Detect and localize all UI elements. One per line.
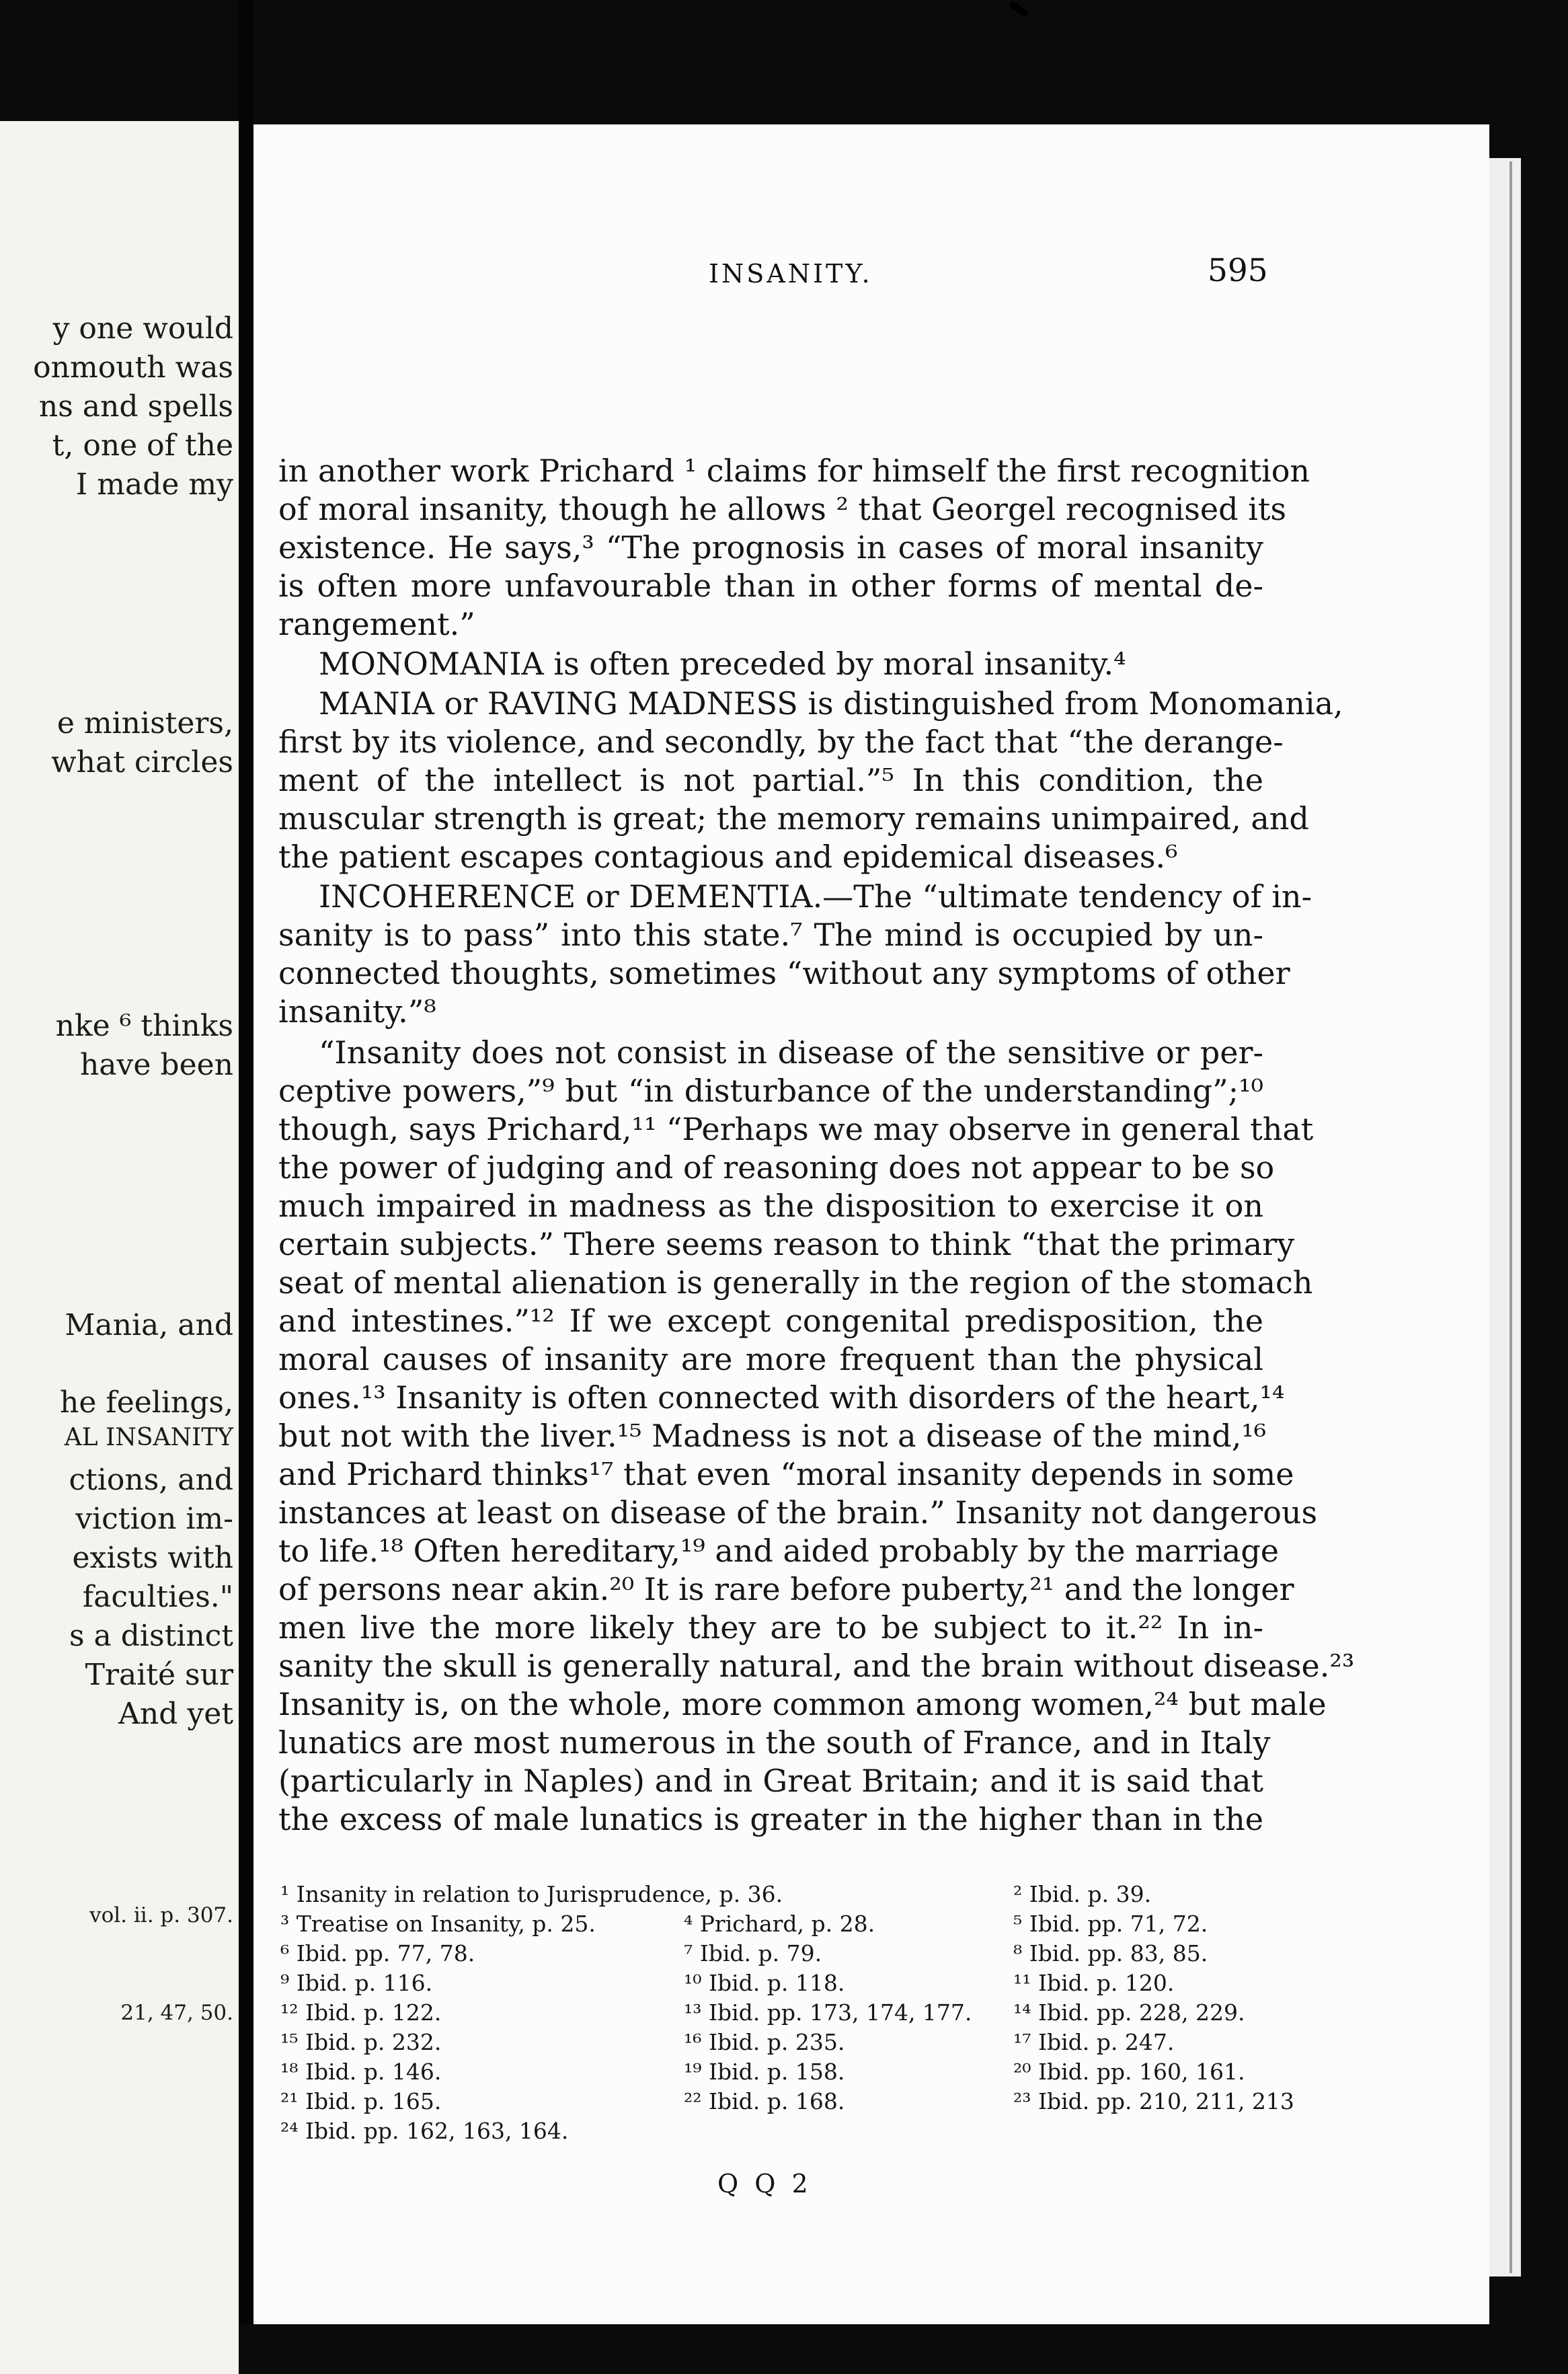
facing-page-line: t, one of the bbox=[52, 428, 233, 463]
text-line: rangement.” bbox=[278, 606, 475, 642]
footnote-row bbox=[280, 1939, 1255, 1968]
text-line: of persons near akin.²⁰ It is rare before puberty,²¹ and the longer bbox=[278, 1571, 1294, 1607]
footnote-row bbox=[280, 2116, 1255, 2146]
facing-page-line: y one would bbox=[52, 311, 233, 346]
footnote-row bbox=[280, 2087, 1294, 2116]
text-line: sanity the skull is generally natural, and the brain without disease.²³ bbox=[278, 1648, 1355, 1684]
text-line: “Insanity does not consist in disease of the sensitive or per- bbox=[319, 1034, 1263, 1071]
footnote-row bbox=[280, 1968, 1255, 1998]
footnote: ¹⁰ Ibid. p. 118. bbox=[684, 1970, 845, 1996]
facing-page-footnote: vol. ii. p. 307. bbox=[89, 1903, 233, 1927]
text-line: seat of mental alienation is generally in the region of the stomach bbox=[278, 1264, 1313, 1301]
page-edge-shadow bbox=[1510, 161, 1512, 2273]
page-edge bbox=[1486, 158, 1521, 2276]
footnote: ¹⁵ Ibid. p. 232. bbox=[280, 2029, 442, 2055]
facing-page-line: ns and spells bbox=[38, 389, 233, 424]
text-line: moral causes of insanity are more frequent than the physical bbox=[278, 1341, 1263, 1377]
footnote: ³ Treatise on Insanity, p. 25. bbox=[280, 1911, 596, 1937]
facing-page-line: onmouth was bbox=[33, 350, 233, 385]
footnote: ²³ Ibid. pp. 210, 211, 213 bbox=[1013, 2088, 1294, 2114]
facing-page-line: Traité sur bbox=[85, 1658, 233, 1692]
footnote: ⁵ Ibid. pp. 71, 72. bbox=[1013, 1911, 1208, 1937]
text-line: muscular strength is great; the memory remains unimpaired, and bbox=[278, 800, 1309, 837]
footnote: ⁷ Ibid. p. 79. bbox=[684, 1940, 822, 1966]
footnote: ⁴ Prichard, p. 28. bbox=[684, 1911, 875, 1937]
footnote: ¹¹ Ibid. p. 120. bbox=[1013, 1970, 1175, 1996]
facing-page-line: exists with bbox=[72, 1541, 233, 1575]
text-line: the patient escapes contagious and epidemical diseases.⁶ bbox=[278, 839, 1178, 875]
text-line: existence. He says,³ “The prognosis in cases of moral insanity bbox=[278, 529, 1263, 566]
footnote: ¹³ Ibid. pp. 173, 174, 177. bbox=[684, 1999, 972, 2026]
text-line: MONOMANIA is often preceded by moral insanity.⁴ bbox=[319, 646, 1126, 682]
text-line: INCOHERENCE or DEMENTIA.—The “ultimate tendency of in- bbox=[319, 878, 1312, 915]
text-line: MANIA or RAVING MADNESS is distinguished from Monomania, bbox=[319, 685, 1343, 722]
text-line: but not with the liver.¹⁵ Madness is not a disease of the mind,¹⁶ bbox=[278, 1418, 1267, 1454]
footnote-row bbox=[280, 2057, 1255, 2087]
text-line: much impaired in madness as the disposition to exercise it on bbox=[278, 1188, 1263, 1224]
facing-page-line: viction im- bbox=[75, 1502, 233, 1536]
facing-page-line: have been bbox=[79, 1048, 233, 1082]
footnote: ² Ibid. p. 39. bbox=[1013, 1881, 1152, 1907]
footnote: ⁸ Ibid. pp. 83, 85. bbox=[1013, 1940, 1208, 1966]
footnote: ²² Ibid. p. 168. bbox=[684, 2088, 845, 2114]
text-line: certain subjects.” There seems reason to think “that the primary bbox=[278, 1226, 1295, 1262]
text-line: lunatics are most numerous in the south of France, and in Italy bbox=[278, 1724, 1271, 1761]
footnote: ⁶ Ibid. pp. 77, 78. bbox=[280, 1940, 475, 1966]
text-line: connected thoughts, sometimes “without any symptoms of other bbox=[278, 955, 1290, 991]
facing-page-footnote: 21, 47, 50. bbox=[120, 2001, 233, 2025]
footnote: ¹⁹ Ibid. p. 158. bbox=[684, 2059, 845, 2085]
text-line: ceptive powers,”⁹ but “in disturbance of the understanding”;¹⁰ bbox=[278, 1073, 1263, 1109]
text-line: and Prichard thinks¹⁷ that even “moral insanity depends in some bbox=[278, 1456, 1294, 1492]
text-line: men live the more likely they are to be subject to it.²² In in- bbox=[278, 1609, 1263, 1646]
footnote-row bbox=[280, 1880, 1255, 1909]
facing-page-line: AL INSANITY bbox=[64, 1424, 233, 1451]
scan-speck bbox=[1009, 0, 1029, 17]
text-line: though, says Prichard,¹¹ “Perhaps we may observe in general that bbox=[278, 1111, 1314, 1147]
text-line: the excess of male lunatics is greater in the higher than in the bbox=[278, 1801, 1263, 1837]
footnote-row bbox=[280, 1998, 1255, 2028]
footnote: ¹⁶ Ibid. p. 235. bbox=[684, 2029, 845, 2055]
page-number: 595 bbox=[1208, 252, 1268, 289]
footnote: ¹⁴ Ibid. pp. 228, 229. bbox=[1013, 1999, 1245, 2026]
facing-page-line: And yet bbox=[118, 1697, 233, 1731]
footnote: ¹⁷ Ibid. p. 247. bbox=[1013, 2029, 1175, 2055]
footnote: ⁹ Ibid. p. 116. bbox=[280, 1970, 433, 1996]
footnote-row bbox=[280, 1909, 1255, 1939]
facing-page-line: faculties." bbox=[82, 1580, 233, 1614]
text-line: and intestines.”¹² If we except congenital predisposition, the bbox=[278, 1303, 1263, 1339]
facing-page bbox=[0, 121, 239, 2374]
footnote: ¹ Insanity in relation to Jurisprudence, p. 36. bbox=[280, 1881, 783, 1907]
text-line: ment of the intellect is not partial.”⁵ In this condition, the bbox=[278, 762, 1263, 798]
footnote: ²¹ Ibid. p. 165. bbox=[280, 2088, 442, 2114]
text-line: (particularly in Naples) and in Great Britain; and it is said that bbox=[278, 1763, 1263, 1799]
text-line: ones.¹³ Insanity is often connected with disorders of the heart,¹⁴ bbox=[278, 1379, 1285, 1416]
text-line: is often more unfavourable than in other forms of mental de- bbox=[278, 568, 1263, 604]
facing-page-line: what circles bbox=[51, 745, 233, 779]
signature-mark: Q Q 2 bbox=[717, 2169, 812, 2198]
running-head: INSANITY. bbox=[709, 259, 873, 289]
text-line: sanity is to pass” into this state.⁷ The mind is occupied by un- bbox=[278, 917, 1263, 953]
text-line: insanity.”⁸ bbox=[278, 993, 436, 1030]
text-line: Insanity is, on the whole, more common among women,²⁴ but male bbox=[278, 1686, 1327, 1722]
facing-page-line: s a distinct bbox=[69, 1619, 233, 1653]
facing-page-line: nke ⁶ thinks bbox=[55, 1009, 233, 1043]
footnote-row bbox=[280, 2028, 1255, 2057]
footnote: ¹⁸ Ibid. p. 146. bbox=[280, 2059, 442, 2085]
book-gutter bbox=[239, 0, 253, 2324]
text-line: in another work Prichard ¹ claims for himself the first recognition bbox=[278, 453, 1310, 489]
facing-page-line: Mania, and bbox=[65, 1308, 233, 1342]
facing-page-line: I made my bbox=[75, 467, 233, 502]
text-line: to life.¹⁸ Often hereditary,¹⁹ and aided probably by the marriage bbox=[278, 1533, 1280, 1569]
book-page bbox=[253, 124, 1489, 2324]
text-line: first by its violence, and secondly, by the fact that “the derange- bbox=[278, 724, 1284, 760]
footnote: ¹² Ibid. p. 122. bbox=[280, 1999, 442, 2026]
facing-page-line: e ministers, bbox=[56, 706, 233, 740]
facing-page-line: he feelings, bbox=[60, 1385, 233, 1420]
footnote: ²⁴ Ibid. pp. 162, 163, 164. bbox=[280, 2118, 569, 2144]
text-line: instances at least on disease of the brain.” Insanity not dangerous bbox=[278, 1494, 1318, 1531]
text-line: of moral insanity, though he allows ² that Georgel recognised its bbox=[278, 491, 1286, 527]
footnote: ²⁰ Ibid. pp. 160, 161. bbox=[1013, 2059, 1245, 2085]
text-line: the power of judging and of reasoning does not appear to be so bbox=[278, 1149, 1275, 1186]
facing-page-line: ctions, and bbox=[69, 1463, 233, 1497]
